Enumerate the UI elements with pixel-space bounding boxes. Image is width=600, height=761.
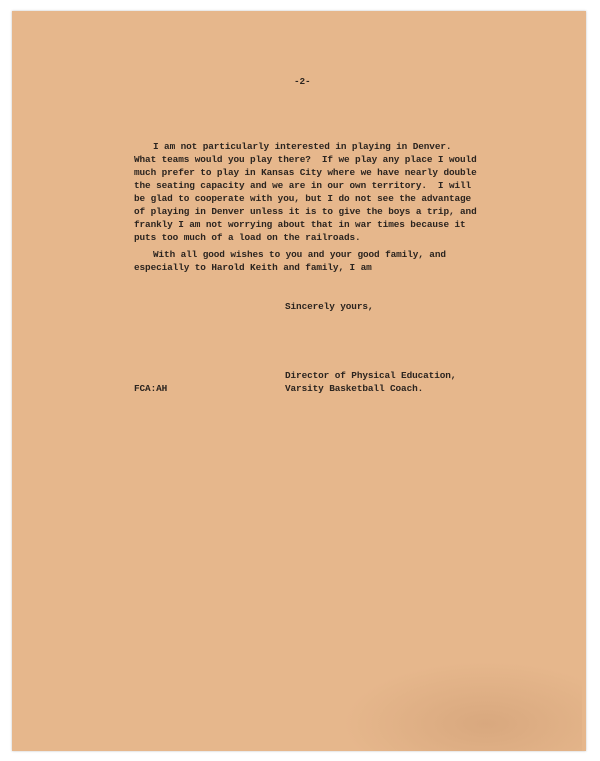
paragraph1-line2: What teams would you play there? If we play any place I would (134, 154, 477, 165)
paragraph1-line8: puts too much of a load on the railroads. (134, 232, 361, 243)
paragraph1-line4: the seating capacity and we are in our own territory. I will (134, 180, 472, 191)
typist-initials: FCA:AH (134, 383, 168, 394)
paragraph2-line1: With all good wishes to you and your good family, and (153, 249, 446, 260)
signature-title-line1: Director of Physical Education, (285, 370, 457, 381)
paragraph1-line1: I am not particularly interested in playing in Denver. (153, 141, 452, 152)
closing: Sincerely yours, (285, 301, 374, 312)
paragraph1-line3: much prefer to play in Kansas City where we have nearly double (134, 167, 477, 178)
signature-title-line2: Varsity Basketball Coach. (285, 383, 424, 394)
paragraph2-line2: especially to Harold Keith and family, I am (134, 262, 372, 273)
paragraph1-line5: be glad to cooperate with you, but I do not see the advantage (134, 193, 472, 204)
page-number: -2- (294, 76, 311, 87)
paragraph1-line6: of playing in Denver unless it is to give the boys a trip, and (134, 206, 477, 217)
paragraph1-line7: frankly I am not worrying about that in war times because it (134, 219, 466, 230)
water-stain (342, 661, 582, 751)
